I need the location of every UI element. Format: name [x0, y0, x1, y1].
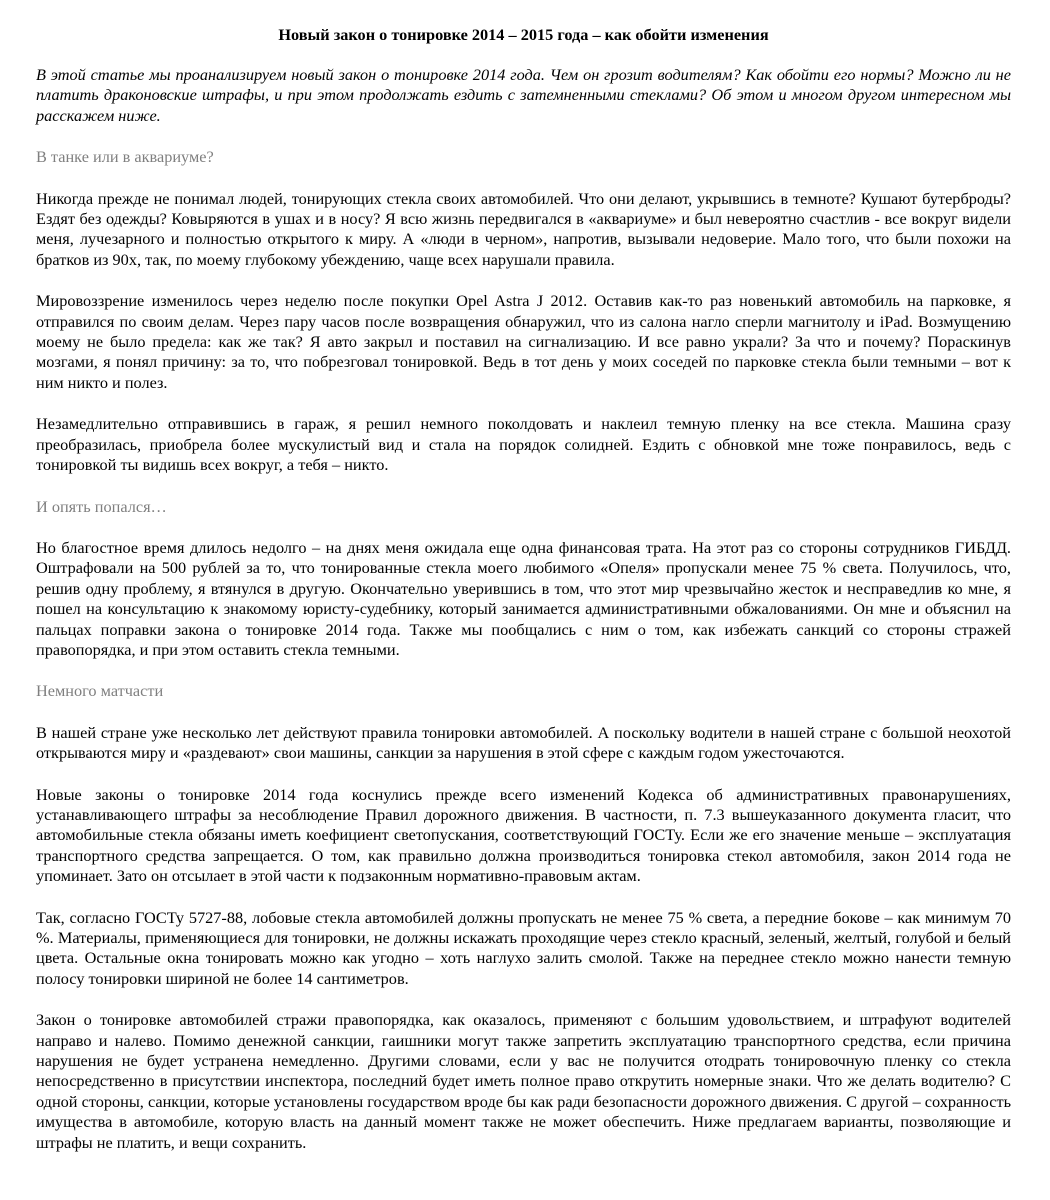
- intro-paragraph: В этой статье мы проанализируем новый закон о тонировке 2014 года. Чем он грозит водителям? Как обойти его нормы? Можно ли не платить драконовские штрафы, и при этом продолжать ездить с затемненными стеклами? Об этом и многом другом интересном мы расскажем ниже.: [36, 65, 1011, 125]
- paragraph: Новые законы о тонировке 2014 года коснулись прежде всего изменений Кодекса об административных правонарушениях, устанавливающего штрафы за несоблюдение Правил дорожного движения. В частности, п. 7.3 вышеуказанного документа гласит, что автомобильные стекла обязаны иметь коефициент светопускания, соответствующий ГОСТу. Если же его значение меньше – эксплуатация транспортного средства запрещается. О том, как правильно должна производиться тонировка стекол автомобиля, закон 2014 года не упоминает. Зато он отсылает в этой части к подзаконным нормативно-правовым актам.: [36, 784, 1011, 886]
- section-heading: В танке или в аквариуме?: [36, 147, 214, 167]
- paragraph: Так, согласно ГОСТу 5727-88, лобовые стекла автомобилей должны пропускать не менее 75 % света, а передние бокове – как минимум 70 %. Материалы, применяющиеся для тонировки, не должны искажать проходящие через стекло красный, зеленый, желтый, голубой и белый цвета. Остальные окна тонировать можно как угодно – хоть наглухо залить смолой. Также на переднее стекло можно нанести темную полосу тонировки шириной не более 14 сантиметров.: [36, 907, 1011, 988]
- paragraph: Но благостное время длилось недолго – на днях меня ожидала еще одна финансовая трата. На этот раз со стороны сотрудников ГИБДД. Оштрафовали на 500 рублей за то, что тонированные стекла моего любимого «Опеля» пропускали менее 75 % света. Получилось, что, решив одну проблему, я втянулся в другую. Окончательно уверившись в том, что этот мир чрезвычайно жесток и несправедлив ко мне, я пошел на консультацию к знакомому юристу-судебнику, который занимается административными обжалованиями. Он мне и объяснил на пальцах поправки закона о тонировке 2014 года. Также мы пообщались с ним о том, как избежать санкций со стороны стражей правопорядка, и при этом оставить стекла темными.: [36, 537, 1011, 659]
- section-heading: И опять попался…: [36, 496, 167, 516]
- paragraph: Незамедлительно отправившись в гараж, я решил немного поколдовать и наклеил темную пленку на все стекла. Машина сразу преобразилась, приобрела более мускулистый вид и стала на порядок солидней. Ездить с обновкой мне тоже понравилось, ведь с тонировкой ты видишь всех вокруг, а тебя – никто.: [36, 414, 1011, 475]
- paragraph: Закон о тонировке автомобилей стражи правопорядка, как оказалось, применяют с большим удовольствием, и штрафуют водителей направо и налево. Помимо денежной санкции, гаишники могут также запретить эксплуатацию транспортного средства, если причина нарушения не будет устранена немедленно. Другими словами, если у вас не получится отодрать тонировочную пленку со стекла непосредственно в присутствии инспектора, последний будет иметь полное право открутить номерные знаки. Что же делать водителю? С одной стороны, санкции, которые установлены государством вроде бы как ради безопасности дорожного движения. С другой – сохранность имущества в автомобиле, которую власть на данный момент также не может обеспечить. Ниже предлагаем варианты, позволяющие и штрафы не платить, и вещи сохранить.: [36, 1010, 1011, 1152]
- paragraph: Никогда прежде не понимал людей, тонирующих стекла своих автомобилей. Что они делают, укрывшись в темноте? Кушают бутерброды? Ездят без одежды? Ковыряются в ушах и в носу? Я всю жизнь передвигался в «аквариуме» и был невероятно счастлив - все вокруг видели меня, лучезарного и полностью открытого к миру. А «люди в черном», напротив, вызывали недоверие. Мало того, что были похожи на братков из 90х, так, по моему глубокому убеждению, чаще всех нарушали правила.: [36, 188, 1011, 269]
- paragraph: В нашей стране уже несколько лет действуют правила тонировки автомобилей. А поскольку водители в нашей стране с большой неохотой открываются миру и «раздевают» свои машины, санкции за нарушения в этой сфере с каждым годом ужесточаются.: [36, 722, 1011, 763]
- paragraph: Мировоззрение изменилось через неделю после покупки Opel Astra J 2012. Оставив как-то раз новенький автомобиль на парковке, я отправился по своим делам. Через пару часов после возвращения обнаружил, что из салона нагло сперли магнитолу и iPad. Возмущению моему не было предела: как же так? Я авто закрыл и поставил на сигнализацию. И все равно украли? За что и почему? Пораскинув мозгами, я понял причину: за то, что побрезговал тонировкой. Ведь в тот день у моих соседей по парковке стекла были темными – вот к ним никто и полез.: [36, 291, 1011, 392]
- section-heading: Немного матчасти: [36, 681, 164, 701]
- document-title: Новый закон о тонировке 2014 – 2015 года – как обойти изменения: [278, 25, 769, 44]
